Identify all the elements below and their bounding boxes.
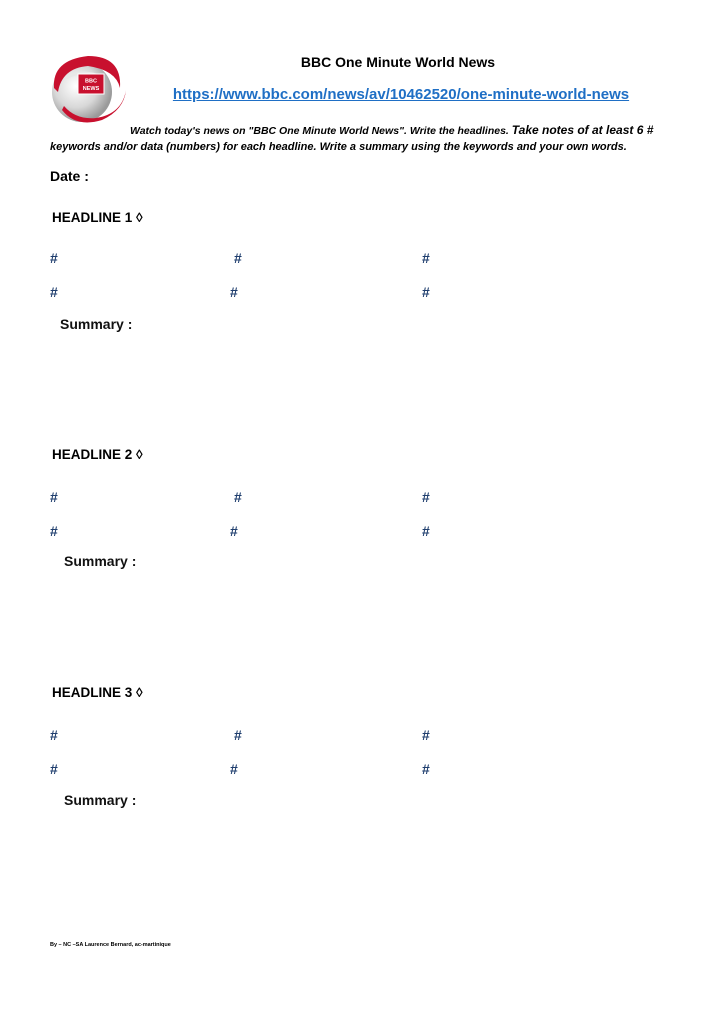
hash-marker: #	[50, 761, 58, 777]
instructions-line-1	[130, 123, 653, 137]
hash-marker: #	[234, 727, 242, 743]
hash-marker: #	[230, 523, 238, 539]
hash-marker: #	[50, 523, 58, 539]
bbc-news-link[interactable]: https://www.bbc.com/news/av/10462520/one-minute-world-news	[172, 86, 630, 103]
summary-label: Summary :	[64, 792, 137, 808]
hash-marker: #	[50, 727, 58, 743]
instructions-line-2: keywords and/or data (numbers) for each headline. Write a summary using the keywords and your own words.	[50, 141, 627, 153]
date-label: Date :	[50, 168, 89, 184]
hash-marker: #	[230, 284, 238, 300]
hash-marker: #	[230, 761, 238, 777]
summary-label: Summary :	[64, 553, 137, 569]
hash-marker: #	[422, 250, 430, 266]
hash-marker: #	[422, 761, 430, 777]
hash-marker: #	[50, 250, 58, 266]
hash-marker: #	[234, 489, 242, 505]
hash-marker: #	[422, 727, 430, 743]
hash-marker: #	[422, 489, 430, 505]
footer-credit: By – NC –SA Laurence Bernard, ac-martinique	[50, 942, 171, 948]
headline-1-label: HEADLINE 1 ◊	[52, 210, 143, 225]
headline-2-label: HEADLINE 2 ◊	[52, 447, 143, 462]
summary-label: Summary :	[60, 316, 133, 332]
svg-text:NEWS: NEWS	[82, 86, 100, 92]
document-title: BBC One Minute World News	[300, 54, 496, 70]
hash-marker: #	[422, 523, 430, 539]
instructions-text-a: Watch today's news on "BBC One Minute World News". Write the headlines.	[130, 125, 509, 137]
headline-3-label: HEADLINE 3 ◊	[52, 685, 143, 700]
svg-text:BBC: BBC	[85, 78, 97, 85]
hash-marker: #	[234, 250, 242, 266]
hash-marker: #	[50, 489, 58, 505]
instructions-text-b: Take notes of at least 6 #	[511, 123, 654, 137]
hash-marker: #	[422, 284, 430, 300]
hash-marker: #	[50, 284, 58, 300]
